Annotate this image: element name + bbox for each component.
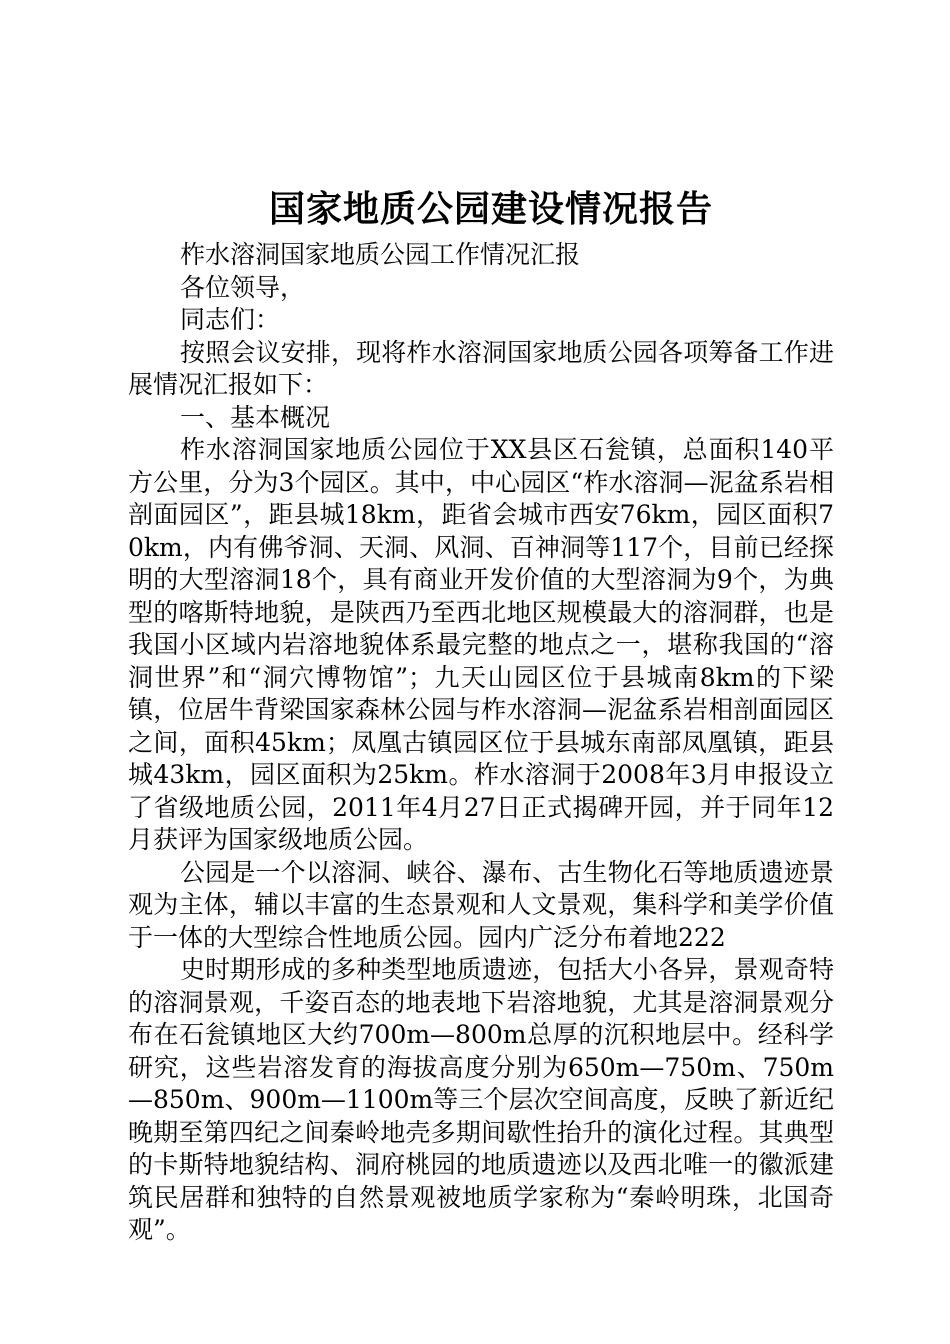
document-title: 国家地质公园建设情况报告	[268, 188, 713, 230]
body-paragraph: 公园是一个以溶洞、峡谷、瀑布、古生物化石等地质遗迹景观为主体，辅以丰富的生态景观和人文景观，集科学和美学价值于一体的大型综合性地质公园。园内广泛分布着地222	[128, 857, 834, 952]
salutation-comrades: 同志们：	[180, 305, 281, 334]
section-heading-overview: 一、基本概况	[180, 402, 331, 432]
report-subtitle: 柞水溶洞国家地质公园工作情况汇报	[180, 240, 581, 269]
body-paragraph: 史时期形成的多种类型地质遗迹，包括大小各异，景观奇特的溶洞景观，千姿百态的地表地下岩溶地貌，尤其是溶洞景观分布在石瓮镇地区大约700m—800m总厚的沉积地层中。经科学研究，这些岩溶发育的海拔高度分别为650m—750m、750m—850m、900m—1100m等三个层次空间高度，反映了新近纪晚期至第四纪之间秦岭地壳多期间歇性抬升的演化过程。其典型的卡斯特地貌结构、洞府桃园的地质遗迹以及西北唯一的徽派建筑民居群和独特的自然景观被地质学家称为“秦岭明珠，北国奇观”。	[128, 955, 834, 1244]
intro-paragraph: 按照会议安排，现将柞水溶洞国家地质公园各项筹备工作进展情况汇报如下：	[128, 337, 834, 399]
salutation-leaders: 各位领导，	[180, 272, 306, 302]
body-paragraph: 柞水溶洞国家地质公园位于XX县区石瓮镇，总面积140平方公里，分为3个园区。其中，中心园区“柞水溶洞—泥盆系岩相剖面园区”，距县城18km，距省会城市西安76km，园区面积70km，内有佛爷洞、天洞、风洞、百神洞等117个，目前已经探明的大型溶洞18个，具有商业开发价值的大型溶洞为9个，为典型的喀斯特地貌，是陕西乃至西北地区规模最大的溶洞群，也是我国小区域内岩溶地貌体系最完整的地点之一，堪称我国的“溶洞世界”和“洞穴博物馆”；九天山园区位于县城南8km的下梁镇，位居牛背梁国家森林公园与柞水溶洞—泥盆系岩相剖面园区之间，面积45km；凤凰古镇园区位于县城东南部凤凰镇，距县城43km，园区面积为25km。柞水溶洞于2008年3月申报设立了省级地质公园，2011年4月27日正式揭碑开园，并于同年12月获评为国家级地质公园。	[128, 435, 834, 854]
document-page	[128, 185, 834, 1247]
